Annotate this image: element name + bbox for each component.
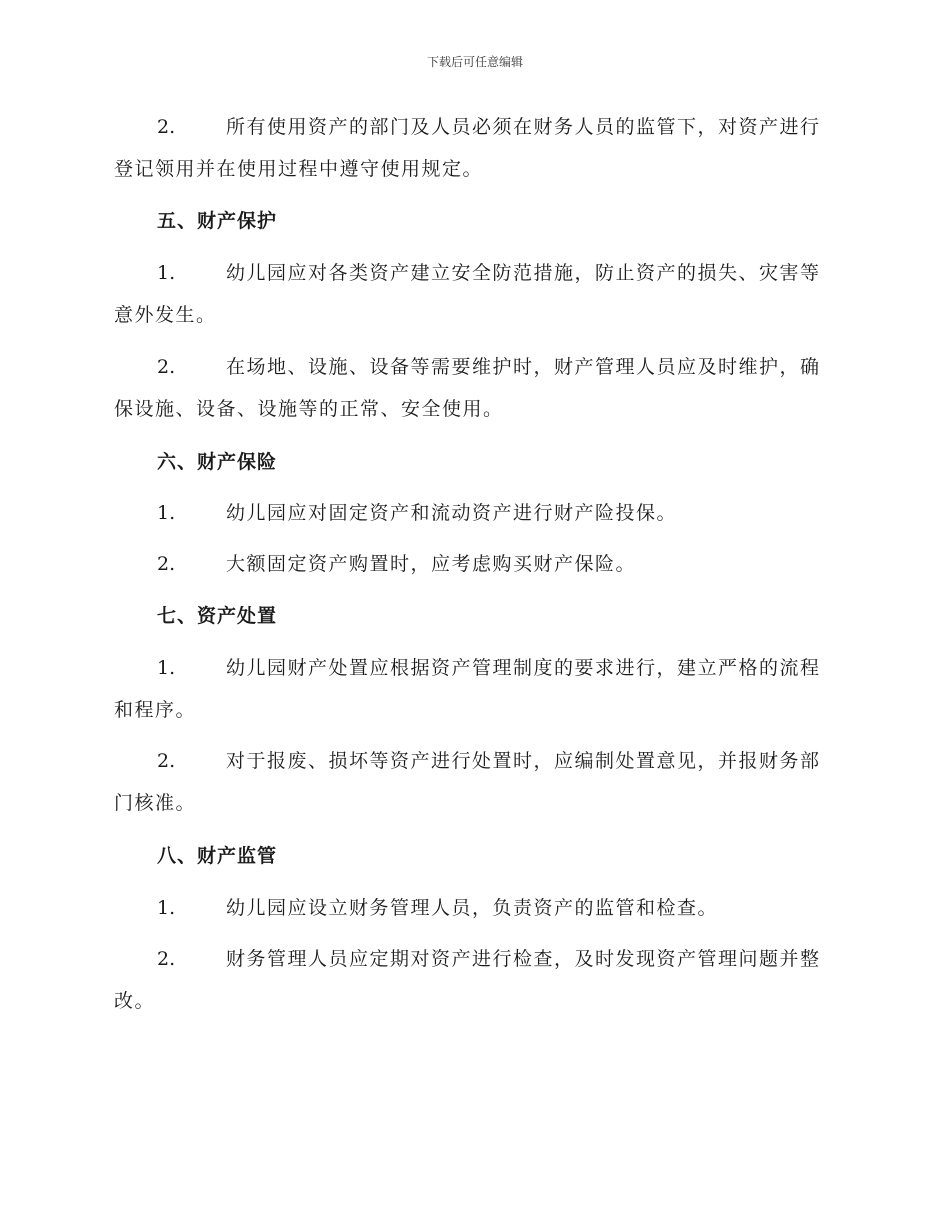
paragraph-text: 对于报废、损坏等资产进行处置时，应编制处置意见，并报财务部门核准。 (114, 750, 821, 814)
paragraph-text: 幼儿园应对固定资产和流动资产进行财产险投保。 (226, 502, 678, 524)
paragraph (114, 346, 834, 430)
paragraph (114, 887, 834, 929)
section-heading (114, 208, 834, 234)
paragraph (114, 543, 834, 585)
heading-text: 五、财产保护 (157, 210, 278, 232)
paragraph-text: 大额固定资产购置时，应考虑购买财产保险。 (226, 553, 637, 575)
item-number: 1. (157, 502, 176, 524)
paragraph (114, 492, 834, 534)
item-number: 1. (157, 897, 176, 919)
heading-text: 七、资产处置 (157, 605, 278, 627)
paragraph-text: 幼儿园财产处置应根据资产管理制度的要求进行，建立严格的流程和程序。 (114, 657, 821, 721)
paragraph-text: 财务管理人员应定期对资产进行检查，及时发现资产管理问题并整改。 (114, 948, 821, 1012)
header-note: 下载后可任意编辑 (426, 55, 523, 69)
section-heading (114, 843, 834, 869)
section-heading (114, 603, 834, 629)
item-number: 1. (157, 262, 176, 284)
item-number: 2. (157, 948, 176, 970)
paragraph-text: 幼儿园应设立财务管理人员，负责资产的监管和检查。 (226, 897, 719, 919)
paragraph-text: 在场地、设施、设备等需要维护时，财产管理人员应及时维护，确保设施、设备、设施等的正常、安全使用。 (114, 356, 821, 420)
item-number: 2. (157, 356, 176, 378)
heading-text: 八、财产监管 (157, 845, 278, 867)
item-number: 1. (157, 657, 176, 679)
item-number: 2. (157, 553, 176, 575)
paragraph (114, 647, 834, 731)
item-number: 2. (157, 116, 176, 138)
paragraph (114, 938, 834, 1022)
paragraph-text: 幼儿园应对各类资产建立安全防范措施，防止资产的损失、灾害等意外发生。 (114, 262, 821, 326)
paragraph (114, 252, 834, 336)
paragraph-text: 所有使用资产的部门及人员必须在财务人员的监管下，对资产进行登记领用并在使用过程中遵守使用规定。 (114, 116, 821, 180)
heading-text: 六、财产保险 (157, 451, 278, 473)
paragraph (114, 740, 834, 824)
item-number: 2. (157, 750, 176, 772)
section-heading (114, 449, 834, 475)
paragraph (114, 106, 834, 190)
